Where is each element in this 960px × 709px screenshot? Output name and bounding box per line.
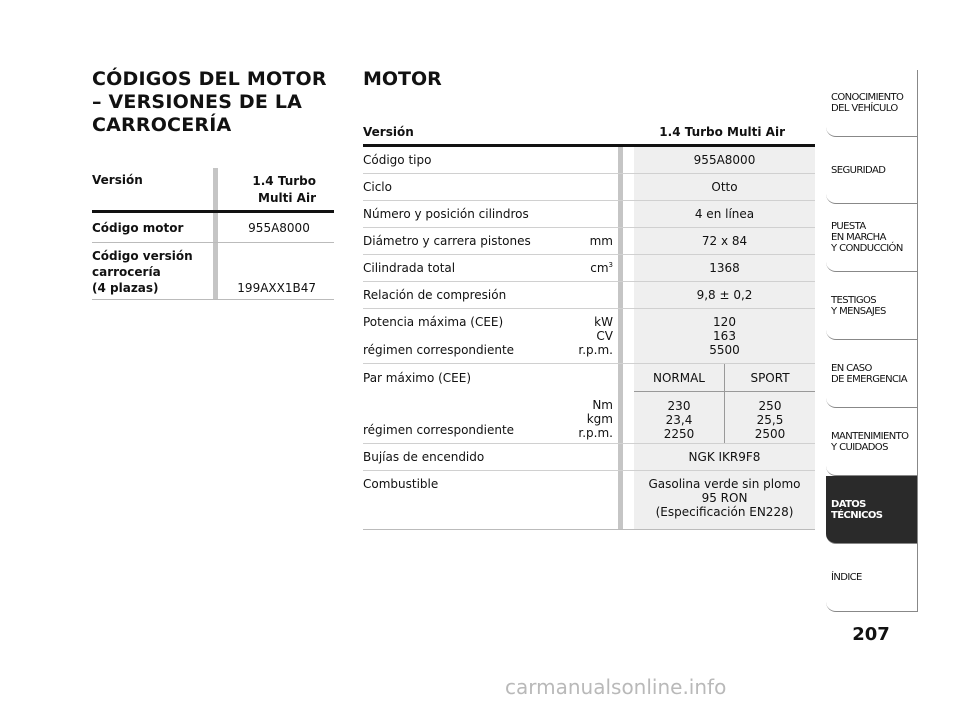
row-label bbox=[92, 243, 207, 299]
row-label bbox=[363, 309, 613, 363]
tab-label bbox=[831, 431, 908, 453]
tab-label: SEGURIDAD bbox=[831, 164, 886, 176]
label-text: régimen correspondiente bbox=[363, 423, 515, 437]
row-value bbox=[634, 309, 815, 363]
row-value: 4 en línea bbox=[634, 201, 815, 227]
page-number: 207 bbox=[852, 624, 890, 645]
value-line: 230 bbox=[667, 399, 691, 413]
label-text: Diámetro y carrera pistones bbox=[363, 234, 531, 248]
section-title-codigos bbox=[92, 68, 332, 137]
tab-label-line: CONOCIMIENTO bbox=[831, 92, 904, 103]
value-line: 95 RON bbox=[701, 491, 748, 505]
table-row bbox=[92, 213, 334, 243]
tab-label: ÍNDICE bbox=[831, 572, 862, 583]
row-value: 1368 bbox=[634, 255, 815, 281]
label-text: Potencia máxima (CEE) bbox=[363, 315, 504, 329]
row-label bbox=[363, 255, 613, 281]
row-value: NGK IKR9F8 bbox=[634, 444, 815, 470]
tab-datos-tecnicos[interactable] bbox=[826, 476, 918, 544]
tab-label-line: DEL VEHÍCULO bbox=[831, 103, 898, 114]
tab-label-line: Y CUIDADOS bbox=[831, 441, 888, 453]
table-row bbox=[363, 309, 815, 364]
tab-conocimiento-vehiculo[interactable] bbox=[826, 70, 918, 137]
unit-label: kgm bbox=[586, 412, 613, 426]
header-label: Versión bbox=[363, 125, 414, 139]
row-value: 9,8 ± 0,2 bbox=[634, 282, 815, 308]
tab-label bbox=[831, 363, 907, 385]
title-line: – VERSIONES DE LA bbox=[92, 91, 303, 113]
unit-label: mm bbox=[589, 234, 613, 248]
row-value: 72 x 84 bbox=[634, 228, 815, 254]
table-row bbox=[363, 364, 815, 444]
value-line: (Especificación EN228) bbox=[655, 505, 794, 519]
row-label: Código tipo bbox=[363, 153, 432, 167]
tab-label-line: DE EMERGENCIA bbox=[831, 373, 907, 385]
tab-label bbox=[831, 221, 903, 254]
table-row bbox=[92, 243, 334, 300]
tab-label-line: EN CASO bbox=[831, 362, 872, 374]
tab-label-line: EN MARCHA bbox=[831, 232, 886, 243]
tab-label-line: MANTENIMIENTO bbox=[831, 430, 909, 442]
header-value-line: Multi Air bbox=[258, 191, 316, 205]
engine-codes-table bbox=[92, 168, 334, 300]
row-value: Otto bbox=[634, 174, 815, 200]
mode-normal-label: NORMAL bbox=[634, 364, 724, 392]
tab-en-caso-emergencia[interactable] bbox=[826, 340, 918, 408]
tab-mantenimiento-cuidados[interactable] bbox=[826, 408, 918, 476]
value-line: 163 bbox=[713, 329, 736, 343]
label-line: carrocería bbox=[92, 265, 161, 279]
tab-label bbox=[831, 92, 903, 114]
unit-label bbox=[590, 261, 613, 275]
unit-superscript: 3 bbox=[608, 261, 613, 269]
title-line: CARROCERÍA bbox=[92, 114, 232, 136]
table-row bbox=[363, 255, 815, 282]
table-row bbox=[363, 282, 815, 309]
value-line: 2500 bbox=[754, 427, 786, 441]
row-label: Código motor bbox=[92, 220, 184, 235]
row-value: 199AXX1B47 bbox=[237, 281, 316, 295]
label-line: (4 plazas) bbox=[92, 281, 159, 295]
row-label: Combustible bbox=[363, 477, 439, 491]
normal-column bbox=[634, 364, 725, 443]
tab-label-line: PUESTA bbox=[831, 221, 866, 232]
label-line: Código versión bbox=[92, 249, 193, 263]
table-row bbox=[363, 228, 815, 255]
value-line: 5500 bbox=[709, 343, 740, 357]
value-line: 23,4 bbox=[665, 413, 693, 427]
row-label: Número y posición cilindros bbox=[363, 207, 529, 221]
table-row bbox=[363, 201, 815, 228]
unit-text: cm bbox=[590, 261, 609, 275]
row-value: 955A8000 bbox=[248, 220, 310, 235]
value-line: 250 bbox=[758, 399, 782, 413]
table-row bbox=[363, 174, 815, 201]
header-label: Versión bbox=[92, 173, 143, 187]
tab-testigos-mensajes[interactable] bbox=[826, 272, 918, 340]
row-label: Bujías de encendido bbox=[363, 450, 485, 464]
tab-label-line: Y MENSAJES bbox=[831, 305, 886, 317]
engine-specs-table bbox=[363, 120, 815, 530]
header-value: 1.4 Turbo Multi Air bbox=[659, 125, 785, 139]
tab-indice[interactable] bbox=[826, 544, 918, 612]
tab-label bbox=[831, 295, 886, 317]
unit-label: Nm bbox=[592, 398, 613, 412]
unit-label: CV bbox=[596, 329, 613, 343]
label-text: Cilindrada total bbox=[363, 261, 456, 275]
row-label bbox=[363, 228, 613, 254]
title-line: CÓDIGOS DEL MOTOR bbox=[92, 68, 327, 90]
header-value bbox=[212, 168, 334, 210]
row-value: 955A8000 bbox=[634, 147, 815, 173]
unit-column bbox=[578, 398, 613, 440]
table-row bbox=[363, 471, 815, 530]
tab-puesta-en-marcha[interactable] bbox=[826, 204, 918, 272]
row-label: Relación de compresión bbox=[363, 288, 507, 302]
row-label bbox=[363, 364, 613, 443]
watermark: carmanualsonline.info bbox=[505, 675, 727, 699]
value-line: 25,5 bbox=[756, 413, 784, 427]
unit-label: r.p.m. bbox=[578, 426, 613, 440]
tab-label-line: TESTIGOS bbox=[831, 294, 876, 306]
chapter-sidebar bbox=[826, 70, 918, 612]
label-text: régimen correspondiente bbox=[363, 343, 515, 357]
label-text: Par máximo (CEE) bbox=[363, 371, 472, 385]
mode-sport-label: SPORT bbox=[725, 364, 815, 392]
header-value-line: 1.4 Turbo bbox=[252, 174, 316, 188]
value-line: 120 bbox=[713, 315, 736, 329]
table-header-row bbox=[363, 120, 815, 147]
unit-column bbox=[578, 315, 613, 357]
row-label: Ciclo bbox=[363, 180, 392, 194]
section-title-motor: MOTOR bbox=[363, 68, 442, 90]
tab-label-line: Y CONDUCCIÓN bbox=[831, 243, 903, 254]
value-line: 2250 bbox=[663, 427, 695, 441]
table-row bbox=[363, 147, 815, 174]
unit-label: r.p.m. bbox=[578, 343, 613, 357]
value-line: Gasolina verde sin plomo bbox=[648, 477, 801, 491]
row-value bbox=[634, 471, 815, 529]
tab-seguridad[interactable] bbox=[826, 137, 918, 204]
unit-label: kW bbox=[594, 315, 613, 329]
torque-values bbox=[634, 364, 815, 443]
table-row bbox=[363, 444, 815, 471]
sport-column bbox=[725, 364, 815, 443]
tab-label: DATOS TÉCNICOS bbox=[831, 498, 883, 521]
table-header-row bbox=[92, 168, 334, 213]
